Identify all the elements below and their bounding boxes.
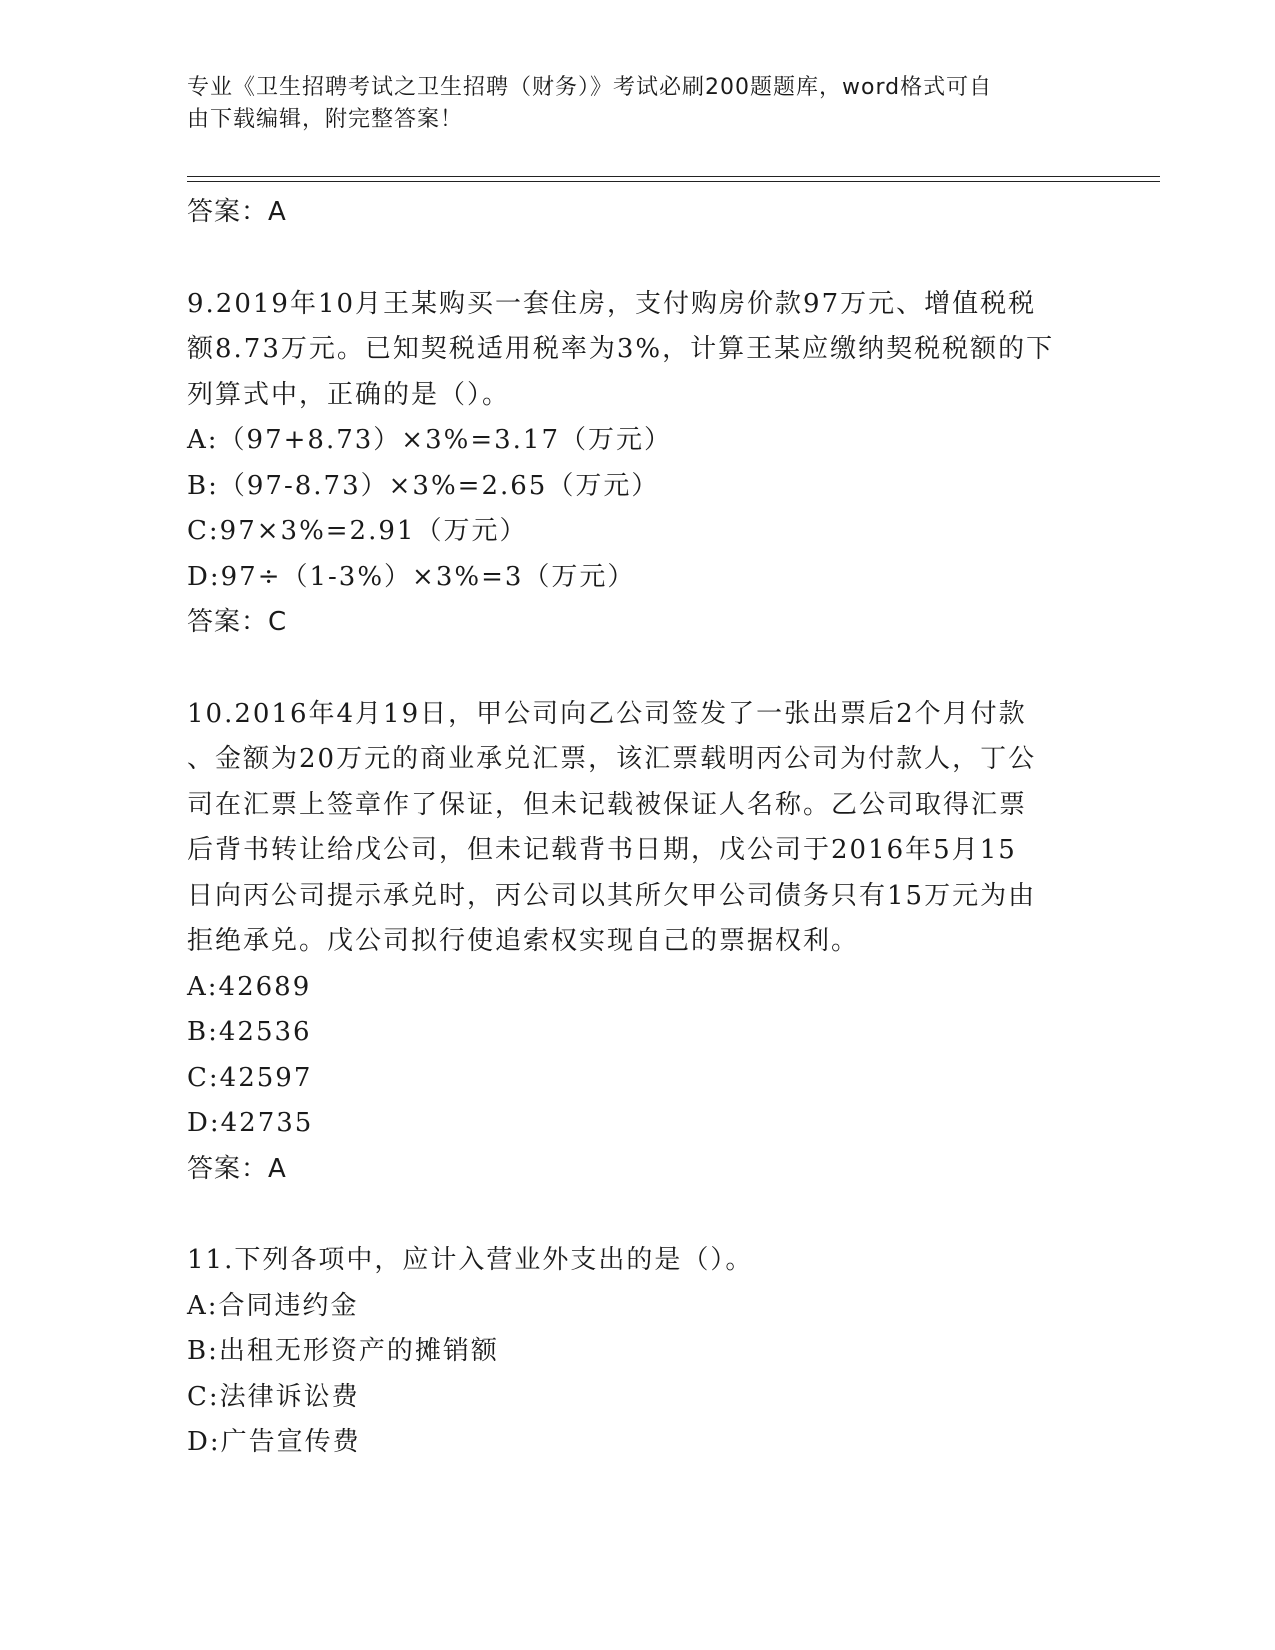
header-line-1: 专业《卫生招聘考试之卫生招聘（财务）》考试必刷200题题库，word格式可自 <box>187 75 993 100</box>
question-answer: 答案：A <box>187 1153 287 1184</box>
header-line-2: 由下载编辑，附完整答案！ <box>187 107 464 132</box>
question-stem-line: 9.2019年10月王某购买一套住房，支付购房价款97万元、增值税税 <box>187 288 1037 319</box>
option-b: B:出租无形资产的摊销额 <box>187 1336 499 1366</box>
option-d: D:广告宣传费 <box>187 1427 361 1457</box>
spacer <box>187 236 1087 282</box>
option-a: A:合同违约金 <box>187 1290 359 1321</box>
question-stem-line: 11.下列各项中，应计入营业外支出的是（）。 <box>187 1245 754 1275</box>
option-d: D:97÷（1-3%）×3%=3（万元） <box>187 561 636 592</box>
question-stem-line: 司在汇票上签章作了保证，但未记载被保证人名称。乙公司取得汇票 <box>187 789 1028 820</box>
question-9 <box>187 282 1087 646</box>
header-rule-bottom <box>187 181 1160 182</box>
question-10 <box>187 692 1087 1193</box>
option-c: C:42597 <box>187 1062 313 1093</box>
option-c: C:97×3%=2.91（万元） <box>187 516 528 546</box>
question-stem-line: 10.2016年4月19日，甲公司向乙公司签发了一张出票后2个月付款 <box>187 698 1027 729</box>
question-stem-line: 、金额为20万元的商业承兑汇票，该汇票载明丙公司为付款人，丁公 <box>187 744 1037 774</box>
question-11 <box>187 1238 1087 1466</box>
option-b: B:（97-8.73）×3%=2.65（万元） <box>187 470 660 501</box>
header-rule-top <box>187 176 1160 177</box>
option-a: A:（97+8.73）×3%=3.17（万元） <box>187 425 673 455</box>
question-answer: 答案：C <box>187 607 288 637</box>
option-b: B:42536 <box>187 1017 312 1047</box>
option-c: C:法律诉讼费 <box>187 1381 360 1412</box>
question-stem-line: 拒绝承兑。戊公司拟行使追索权实现自己的票据权利。 <box>187 926 860 956</box>
option-d: D:42735 <box>187 1108 314 1138</box>
question-stem-line: 额8.73万元。已知契税适用税率为3%，计算王某应缴纳契税税额的下 <box>187 334 1055 364</box>
page-header <box>187 72 1087 136</box>
question-stem-line: 列算式中，正确的是（）。 <box>187 379 511 410</box>
question-stem-line: 后背书转让给戊公司，但未记载背书日期，戊公司于2016年5月15 <box>187 835 1017 865</box>
option-a: A:42689 <box>187 971 312 1002</box>
question-stem-line: 日向丙公司提示承兑时，丙公司以其所欠甲公司债务只有15万元为由 <box>187 880 1037 911</box>
previous-answer: 答案：A <box>187 197 287 227</box>
spacer <box>187 646 1087 692</box>
document-body <box>187 190 1087 1466</box>
spacer <box>187 1192 1087 1238</box>
